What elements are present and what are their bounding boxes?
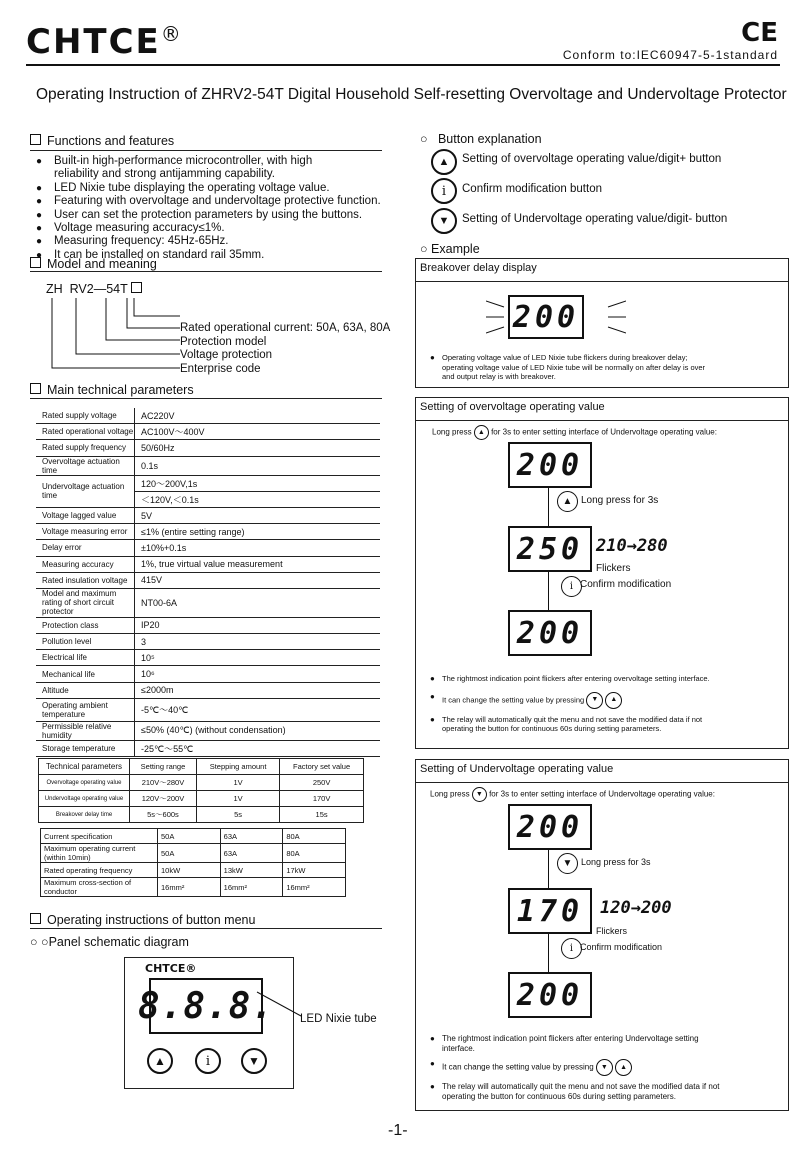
table-row: Delay error ±10%+0.1s xyxy=(36,540,380,556)
divider xyxy=(30,928,382,929)
up-icon: ▲ xyxy=(557,491,578,512)
confirm-label: Confirm modification xyxy=(580,579,672,590)
undervoltage-intro: Long press ▼ for 3s to enter setting interface of Undervoltage operating value: xyxy=(430,787,715,802)
example-heading: ○ Example xyxy=(420,242,480,256)
overvoltage-box xyxy=(415,397,789,749)
long-press-label: Long press for 3s xyxy=(581,857,651,867)
info-icon: i xyxy=(561,938,582,959)
under-display-3: 200 xyxy=(508,972,592,1018)
features-list xyxy=(36,155,381,262)
down-icon: ▼ xyxy=(557,853,578,874)
up-button[interactable]: ▲ xyxy=(147,1048,173,1074)
flickers-label: Flickers xyxy=(596,563,631,574)
table-row: Undervoltage operating value 120V～200V 1V 170V xyxy=(39,791,364,807)
arrow xyxy=(548,932,549,972)
params-table xyxy=(36,408,380,757)
confirm-description: Confirm modification button xyxy=(462,183,602,195)
divider xyxy=(30,150,382,151)
table-row: Rated insulation voltage 415V xyxy=(36,572,380,588)
over-display-1: 200 xyxy=(508,442,592,488)
down-description: Setting of Undervoltage operating value/digit- button xyxy=(462,213,728,225)
table-row: Current specification 50A 63A 80A xyxy=(41,829,346,844)
table-row: Overvoltage actuation time 0.1s xyxy=(36,456,380,475)
page-number: -1- xyxy=(388,1122,408,1139)
overvoltage-title: Setting of overvoltage operating value xyxy=(416,398,788,421)
up-icon: ▲ xyxy=(431,149,457,175)
table-row: Pollution level 3 xyxy=(36,634,380,650)
undervoltage-notes: ● The rightmost indication point flickers after entering Undervoltage setting interface. ● It can change the setting value by pressing ▼ ▲ ● The relay will automatically quit the menu and not save the modified data if not operating the button for continuous 60s during setting parameters. xyxy=(430,1034,730,1101)
table-row: Measuring accuracy 1%, true virtual value measurement xyxy=(36,556,380,572)
divider xyxy=(30,398,382,399)
page-title: Operating Instruction of ZHRV2-54T Digital Household Self-resetting Overvoltage and Undervoltage Protector xyxy=(36,86,787,103)
model-meaning: Rated operational current: 50A, 63A, 80A Protection model Voltage protection Enterprise code xyxy=(180,322,391,375)
led-label: LED Nixie tube xyxy=(300,1013,377,1025)
list-item: ● Featuring with overvoltage and undervoltage protective function. xyxy=(36,195,381,208)
table-row: Rated supply frequency 50/60Hz xyxy=(36,440,380,456)
table-row: Voltage lagged value 5V xyxy=(36,507,380,523)
breakover-display: 200 xyxy=(508,295,584,339)
table-row: Electrical life 10⁵ xyxy=(36,650,380,666)
table-row: ＜120V,＜0.1s xyxy=(36,491,380,507)
table-row: Rated operational voltage AC100V～400V xyxy=(36,424,380,440)
overvoltage-notes: ● The rightmost indication point flickers after entering overvoltage setting interface. ● It can change the setting value by pressing ▼ ▲ ● The relay will automatically quit the menu and not save the modified data if not operating the button for continuous 60s during setting parameters. xyxy=(430,674,730,734)
list-item: reliability and strong antijamming capability. xyxy=(54,168,275,181)
list-item: ● LED Nixie tube displaying the operating voltage value. xyxy=(36,182,381,195)
breakover-note: ● Operating voltage value of LED Nixie tube flickers during breakover delay; operating voltage value of LED Nixie tube will be normally on after delay is over and output relay is with breakover. xyxy=(430,353,710,382)
button-menu-heading: Operating instructions of button menu xyxy=(30,913,255,927)
down-button[interactable]: ▼ xyxy=(241,1048,267,1074)
under-display-1: 200 xyxy=(508,804,592,850)
model-code: ZH RV2—54T xyxy=(46,282,142,296)
table-row: Voltage measuring error ≤1% (entire setting range) xyxy=(36,524,380,540)
info-icon: i xyxy=(431,178,457,204)
table-row: Altitude ≤2000m xyxy=(36,682,380,698)
undervoltage-title: Setting of Undervoltage operating value xyxy=(416,760,788,783)
setting-table xyxy=(38,758,364,823)
arrow xyxy=(548,848,549,888)
under-display-2: 170 xyxy=(508,888,592,934)
arrow xyxy=(548,570,549,610)
down-icon: ▼ xyxy=(431,208,457,234)
table-row: Mechanical life 10⁶ xyxy=(36,666,380,682)
breakover-title: Breakover delay display xyxy=(416,259,788,282)
flickers-label: Flickers xyxy=(596,926,627,936)
list-item: ● User can set the protection parameters by using the buttons. xyxy=(36,209,381,222)
undervoltage-box xyxy=(415,759,789,1111)
ce-mark: CE xyxy=(741,18,778,48)
over-display-2: 250 xyxy=(508,526,592,572)
current-table xyxy=(40,828,346,897)
breakover-box xyxy=(415,258,789,388)
table-row: Technical parameters Setting range Stepping amount Factory set value xyxy=(39,759,364,775)
table-row: Breakover delay time 5s～600s 5s 15s xyxy=(39,807,364,823)
header-rule xyxy=(26,64,780,66)
panel-diagram xyxy=(124,957,294,1089)
over-display-3: 200 xyxy=(508,610,592,656)
table-row: Rated operating frequency 10kW 13kW 17kW xyxy=(41,863,346,878)
table-row: Rated supply voltage AC220V xyxy=(36,408,380,424)
confirm-label: Confirm modification xyxy=(580,942,663,952)
table-row: Protection class IP20 xyxy=(36,617,380,633)
arrow xyxy=(548,486,549,526)
led-pointer xyxy=(255,990,305,1020)
table-row: Maximum operating current (within 10min) 50A 63A 80A xyxy=(41,844,346,863)
over-range: 210→280 xyxy=(596,536,668,556)
table-row: Storage temperature -25℃～55℃ xyxy=(36,740,380,756)
list-item: ● Voltage measuring accuracy≤1%. xyxy=(36,222,381,235)
panel-brand: CHTCE® xyxy=(145,962,197,975)
panel-heading: ○ ○Panel schematic diagram xyxy=(30,935,189,949)
model-heading: Model and meaning xyxy=(30,257,157,271)
table-row: Permissible relative humidity ≤50% (40℃) (without condensation) xyxy=(36,721,380,740)
list-item: ● Measuring frequency: 45Hz-65Hz. xyxy=(36,235,381,248)
up-description: Setting of overvoltage operating value/digit+ button xyxy=(462,153,722,165)
list-item: ● It can be installed on standard rail 35mm. xyxy=(36,249,381,262)
brand-logo: CHTCE® xyxy=(26,22,183,62)
standard-text: Conform to:IEC60947-5-1standard xyxy=(562,48,778,62)
confirm-button[interactable]: i xyxy=(195,1048,221,1074)
list-item: ● Built-in high-performance microcontroller, with high xyxy=(36,155,381,168)
table-row: Undervoltage actuation time 120～200V,1s xyxy=(36,475,380,491)
params-heading: Main technical parameters xyxy=(30,383,194,397)
long-press-label: Long press for 3s xyxy=(581,495,659,506)
button-explanation-heading: ○ Button explanation xyxy=(420,132,542,146)
under-range: 120→200 xyxy=(600,898,672,918)
divider xyxy=(30,271,382,272)
model-lines xyxy=(40,296,190,376)
table-row: Maximum cross-section of conductor 16mm² 16mm² 16mm² xyxy=(41,878,346,897)
panel-display: 8.8.8. xyxy=(149,978,263,1034)
table-row: Overvoltage operating value 210V～280V 1V 250V xyxy=(39,775,364,791)
info-icon: i xyxy=(561,576,582,597)
table-row: Operating ambient temperature -5℃～40℃ xyxy=(36,698,380,721)
functions-heading: Functions and features xyxy=(30,134,174,148)
table-row: Model and maximum rating of short circuit protector NT00-6A xyxy=(36,588,380,617)
overvoltage-intro: Long press ▲ for 3s to enter setting interface of Undervoltage operating value: xyxy=(432,425,717,440)
